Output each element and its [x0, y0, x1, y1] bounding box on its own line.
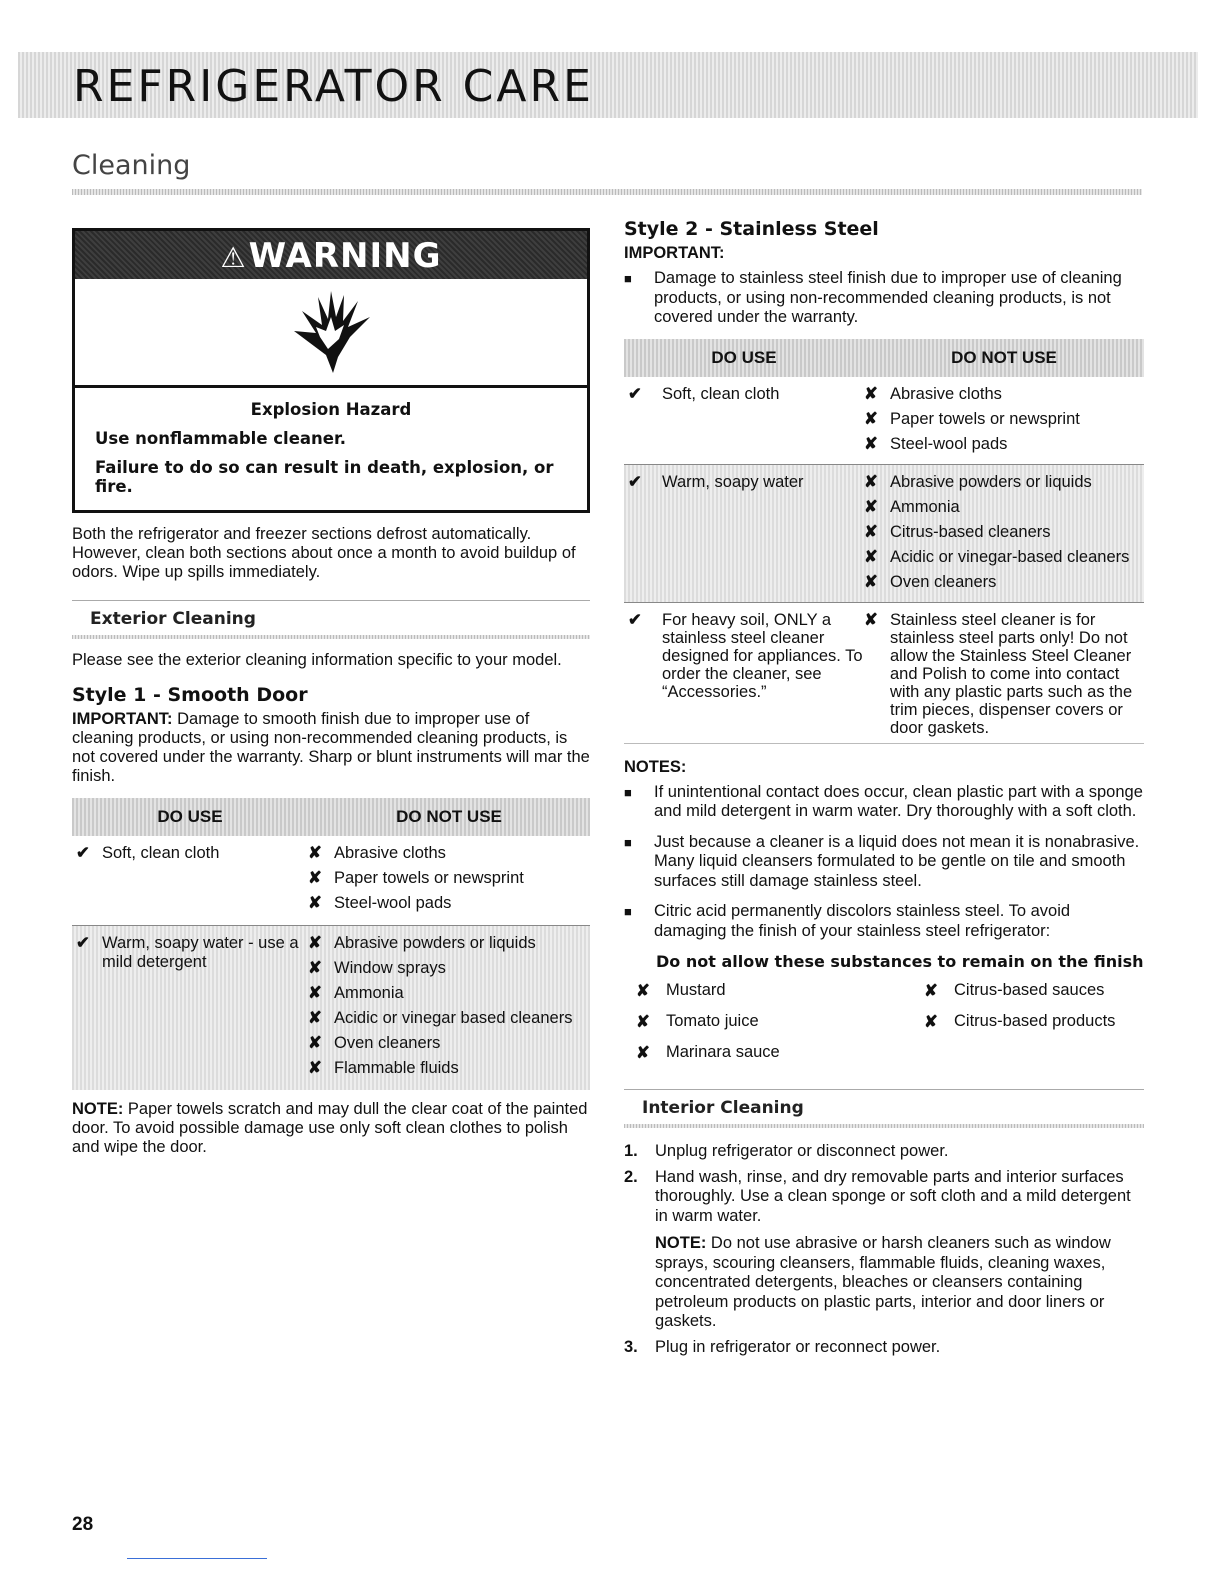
list-item: ✘ Citrus-based products [924, 1012, 1116, 1031]
cross-icon: ✘ [864, 547, 878, 566]
check-icon: ✔ [628, 384, 642, 403]
style1-important [72, 710, 590, 786]
table-row [624, 602, 1144, 743]
cross-icon: ✘ [864, 572, 878, 591]
list-item: 1. Unplug refrigerator or disconnect power. [624, 1142, 949, 1160]
list-item: ✘ Citrus-based sauces [924, 981, 1105, 1000]
substances-title: Do not allow these substances to remain on the finish [656, 952, 1144, 971]
check-icon: ✔ [76, 934, 90, 952]
bullet-icon: ■ [624, 904, 632, 919]
cross-icon: ✘ [308, 894, 322, 912]
list-item: ✘ Mustard [636, 981, 726, 1000]
table-row [624, 464, 1144, 602]
style2-dont-header: DO NOT USE [864, 339, 1144, 377]
list-item: 2. Hand wash, rinse, and dry removable parts and interior surfaces thoroughly. Use a clean sponge or soft cloth and a mild detergent in warm water. NOTE: Do not use abrasive or harsh cleaners such as window sprays, scouring cleansers, flammable fluids, cleaning waxes, concentrated detergents, bleaches or cleansers containing petroleum products on plastic parts, interior and door liners or gaskets. [624, 1168, 1144, 1332]
style1-note-label: NOTE: [72, 1100, 124, 1118]
dont-item: ✘ Abrasive powders or liquids [864, 472, 1092, 491]
cross-icon: ✘ [308, 984, 322, 1002]
style1-dont-header: DO NOT USE [308, 798, 590, 836]
cross-icon: ✘ [636, 1013, 650, 1031]
style1-heading: Style 1 - Smooth Door [72, 684, 308, 706]
style1-important-label: IMPORTANT: [72, 710, 173, 728]
list-item: ✘ Tomato juice [636, 1012, 759, 1031]
dont-item: ✘ Acidic or vinegar-based cleaners [864, 547, 1130, 566]
cross-icon: ✘ [864, 472, 878, 491]
warning-title: WARNING [248, 236, 442, 276]
style1-do-header: DO USE [72, 798, 308, 836]
list-item: ■ Citric acid permanently discolors stainless steel. To avoid damaging the finish of your stainless steel refrigerator: [624, 902, 1071, 940]
page-number: 28 [72, 1514, 94, 1535]
interior-note-text: Do not use abrasive or harsh cleaners such as window sprays, scouring cleansers, flammable fluids, cleaning waxes, concentrated detergents, bleaches or cleansers containing petroleum products on plastic parts, interior and door liners or gaskets. [655, 1234, 1111, 1330]
interior-steps [624, 1142, 1144, 1357]
dont-item: ✘ Paper towels or newsprint [308, 869, 524, 887]
exterior-cleaning-heading: Exterior Cleaning [72, 600, 590, 635]
left-column [72, 228, 590, 1157]
cross-icon: ✘ [636, 982, 650, 1000]
list-item: ■ If unintentional contact does occur, clean plastic part with a sponge and mild detergent in warm water. Dry thoroughly with a soft cloth. [624, 782, 1143, 820]
do-item: ✔ Soft, clean cloth [628, 384, 780, 403]
do-item: ✔ Soft, clean cloth [76, 844, 220, 862]
cross-icon: ✘ [636, 1044, 650, 1062]
exterior-paragraph: Please see the exterior cleaning information specific to your model. [72, 651, 562, 669]
warning-triangle-icon: ⚠ [220, 241, 247, 274]
dont-item: ✘ Ammonia [864, 497, 960, 516]
style1-table [72, 798, 590, 1090]
cross-icon: ✘ [308, 1009, 322, 1027]
dont-item: ✘ Window sprays [308, 959, 446, 977]
cross-icon: ✘ [308, 934, 322, 952]
warning-body [75, 388, 587, 510]
dont-item: ✘ Oven cleaners [308, 1034, 441, 1052]
interior-note-label: NOTE: [655, 1234, 707, 1252]
intro-paragraph: Both the refrigerator and freezer sections defrost automatically. However, clean both sections about once a month to avoid buildup of odors. Wipe up spills immediately. [72, 525, 576, 581]
style2-heading: Style 2 - Stainless Steel [624, 218, 879, 240]
dont-item: ✘ Ammonia [308, 984, 404, 1002]
dont-item: ✘ Steel-wool pads [864, 434, 1008, 453]
dont-item: ✘ Flammable fluids [308, 1059, 459, 1077]
list-item: ■ Damage to stainless steel finish due to improper use of cleaning products, or using non-recommended cleaning products, is not covered under the warranty. [624, 269, 1122, 326]
cross-icon: ✘ [864, 610, 878, 629]
dont-item: ✘ Paper towels or newsprint [864, 409, 1080, 428]
check-icon: ✔ [628, 472, 642, 491]
style1-note-text: Paper towels scratch and may dull the clear coat of the painted door. To avoid possible damage use only soft clean clothes to polish and wipe the door. [72, 1100, 588, 1156]
section-rule [72, 189, 1142, 195]
dont-item: ✘ Abrasive cloths [308, 844, 446, 862]
cross-icon: ✘ [864, 409, 878, 428]
cross-icon: ✘ [308, 1059, 322, 1077]
explosion-icon [75, 279, 587, 388]
interior-cleaning-heading: Interior Cleaning [624, 1089, 1144, 1124]
dont-item: ✘ Oven cleaners [864, 572, 997, 591]
warning-header [75, 231, 587, 279]
list-item: ✘ Marinara sauce [636, 1043, 780, 1062]
warning-hazard: Explosion Hazard [250, 400, 412, 419]
style1-note [72, 1100, 590, 1157]
cross-icon: ✘ [308, 869, 322, 887]
cross-icon: ✘ [308, 844, 322, 862]
check-icon: ✔ [628, 610, 642, 629]
style2-important-label: IMPORTANT: [624, 244, 725, 262]
dont-item: ✘ Abrasive cloths [864, 384, 1002, 403]
table-row [72, 836, 590, 926]
cross-icon: ✘ [864, 497, 878, 516]
warning-line-2: Failure to do so can result in death, explosion, or fire. [95, 458, 554, 496]
cross-icon: ✘ [864, 522, 878, 541]
style2-do-header: DO USE [624, 339, 864, 377]
style2-important-list [624, 269, 1144, 328]
footer-line [127, 1558, 267, 1559]
style2-table [624, 339, 1144, 744]
cross-icon: ✘ [864, 434, 878, 453]
list-item: 3. Plug in refrigerator or reconnect power. [624, 1337, 941, 1356]
substances-grid [636, 981, 1144, 1063]
dont-item: ✘ Acidic or vinegar based cleaners [308, 1009, 573, 1027]
table-row [72, 926, 590, 1091]
banner [18, 52, 1198, 118]
check-icon: ✔ [76, 844, 90, 862]
notes-list [624, 783, 1144, 942]
dont-item: ✘ Steel-wool pads [308, 894, 452, 912]
do-item: ✔ Warm, soapy water [628, 472, 804, 491]
banner-title: REFRIGERATOR CARE [73, 61, 594, 112]
table-row [624, 377, 1144, 465]
section-title: Cleaning [72, 150, 191, 181]
bullet-icon: ■ [624, 784, 632, 800]
cross-icon: ✘ [924, 982, 938, 1000]
warning-line-1: Use nonflammable cleaner. [95, 429, 347, 448]
dont-item: ✘ Citrus-based cleaners [864, 522, 1051, 541]
do-item: ✔ Warm, soapy water - use a mild detergent [76, 934, 299, 971]
bullet-icon: ■ [624, 834, 632, 850]
cross-icon: ✘ [864, 384, 878, 403]
bullet-icon: ■ [624, 271, 632, 286]
cross-icon: ✘ [924, 1013, 938, 1031]
dont-item: ✘ Abrasive powders or liquids [308, 934, 536, 952]
notes-label: NOTES: [624, 757, 687, 776]
interior-note [655, 1234, 1144, 1332]
style1-important-text: Damage to smooth finish due to improper use of cleaning products, or using non-recommended cleaning products, is not covered under the warranty. Sharp or blunt instruments will mar the finish. [72, 710, 590, 785]
dont-item: ✘ Stainless steel cleaner is for stainless steel parts only! Do not allow the Stainless Steel Cleaner and Polish to come into contact with any plastic parts such as the trim pieces, dispenser covers or door gaskets. [864, 610, 1133, 737]
do-item: ✔ For heavy soil, ONLY a stainless steel cleaner designed for appliances. To order the cleaner, see “Accessories.” [628, 610, 863, 701]
cross-icon: ✘ [308, 959, 322, 977]
list-item: ■ Just because a cleaner is a liquid does not mean it is nonabrasive. Many liquid cleansers formulated to be gentle on tile and smooth surfaces still damage stainless steel. [624, 832, 1140, 890]
cross-icon: ✘ [308, 1034, 322, 1052]
warning-box [72, 228, 590, 513]
right-column [624, 218, 1144, 1363]
